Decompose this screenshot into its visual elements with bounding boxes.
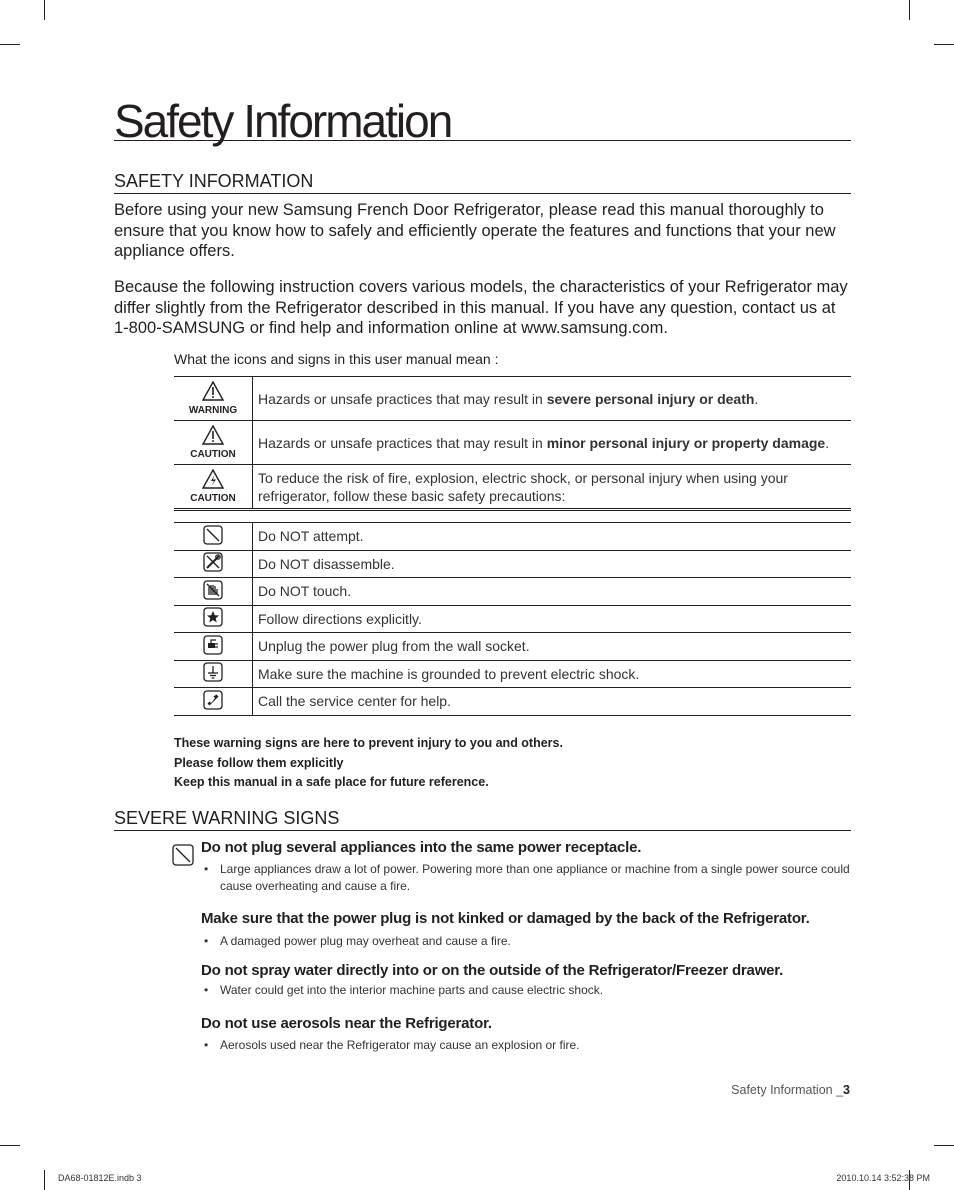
table-row [174, 688, 851, 716]
section-heading-safety-information: SAFETY INFORMATION [114, 170, 851, 194]
crop-mark [934, 44, 954, 45]
caution-label: CAUTION [190, 449, 236, 460]
sign-text: Call the service center for help. [253, 688, 852, 716]
warning-label: WARNING [188, 405, 238, 416]
section-heading-severe-warning-signs: SEVERE WARNING SIGNS [114, 807, 851, 831]
warning-item-bullet: • Large appliances draw a lot of power. Powering more than one appliance or machine from a single power source could cause overheating and cause a fire. [204, 862, 850, 893]
sign-text: Follow directions explicitly. [253, 605, 852, 633]
table-row [174, 421, 851, 465]
sign-text: Do NOT disassemble. [253, 550, 852, 578]
slug-timestamp: 2010.10.14 3:52:38 PM [836, 1173, 930, 1183]
warning-levels-table [174, 376, 851, 509]
do-not-attempt-icon [172, 844, 194, 866]
page-footer: Safety Information _3 [731, 1083, 850, 1097]
warning-item-title: Do not plug several appliances into the same power receptacle. [201, 839, 642, 856]
warning-item-title: Do not use aerosols near the Refrigerator. [201, 1015, 492, 1032]
warning-item-title: Do not spray water directly into or on the outside of the Refrigerator/Freezer drawer. [201, 962, 784, 979]
warning-cell [174, 377, 253, 421]
caution-shock-cell [174, 465, 253, 509]
intro-paragraph: Before using your new Samsung French Door Refrigerator, please read this manual thoroughly to ensure that you know how to safely and efficiently operate the features and functions that your new appliance offers. [114, 201, 836, 260]
call-service-icon [203, 690, 223, 710]
caution-shock-label: CAUTION [190, 493, 236, 504]
table-row [174, 550, 851, 578]
table-row [174, 465, 851, 509]
crop-mark [0, 44, 20, 45]
table-row [174, 578, 851, 606]
sign-text: Make sure the machine is grounded to prevent electric shock. [253, 660, 852, 688]
warning-item-bullet: • Aerosols used near the Refrigerator may cause an explosion or fire. [204, 1038, 580, 1052]
table-row [174, 523, 851, 551]
ground-icon [203, 662, 223, 682]
crop-mark [0, 1145, 20, 1146]
do-not-touch-icon [203, 580, 223, 600]
crop-mark [909, 0, 910, 20]
do-not-attempt-icon [203, 525, 223, 545]
do-not-disassemble-icon [203, 552, 223, 572]
note-line: These warning signs are here to prevent injury to you and others. [174, 736, 563, 750]
warning-triangle-icon [202, 381, 224, 401]
icons-intro: What the icons and signs in this user manual mean : [174, 351, 499, 367]
warning-item-bullet: • Water could get into the interior machine parts and cause electric shock. [204, 983, 604, 997]
crop-mark [44, 0, 45, 20]
caution-shock-triangle-icon [202, 469, 224, 489]
note-line: Please follow them explicitly [174, 755, 344, 770]
models-paragraph: Because the following instruction covers various models, the characteristics of your Refrigerator may differ slightly from the Refrigerator described in this manual. If you have any question, contact us at 1-800-SAMSUNG or find help and information online at www.samsung.com. [114, 278, 848, 337]
warning-item-bullet: • A damaged power plug may overheat and cause a fire. [204, 934, 511, 948]
crop-mark [934, 1145, 954, 1146]
warning-text: Hazards or unsafe practices that may result in severe personal injury or death. [253, 377, 852, 421]
warning-notes [174, 734, 563, 793]
table-row [174, 377, 851, 421]
caution-cell [174, 421, 253, 465]
note-line: Keep this manual in a safe place for future reference. [174, 775, 489, 789]
caution-shock-text: To reduce the risk of fire, explosion, electric shock, or personal injury when using your refrigerator, follow these basic safety precautions: [253, 465, 852, 509]
table-row [174, 605, 851, 633]
table-row-spacer [174, 511, 851, 523]
page-title: Safety Information [114, 96, 851, 141]
signs-table [174, 510, 851, 716]
table-row [174, 633, 851, 661]
sign-text: Do NOT touch. [253, 578, 852, 606]
unplug-icon [203, 635, 223, 655]
slug-filename: DA68-01812E.indb 3 [58, 1173, 142, 1183]
table-row [174, 660, 851, 688]
sign-text: Do NOT attempt. [253, 523, 852, 551]
caution-triangle-icon [202, 425, 224, 445]
follow-directions-icon [203, 607, 223, 627]
crop-mark [44, 1170, 45, 1190]
warning-item-title: Make sure that the power plug is not kinked or damaged by the back of the Refrigerator. [201, 910, 810, 927]
sign-text: Unplug the power plug from the wall socket. [253, 633, 852, 661]
caution-text: Hazards or unsafe practices that may result in minor personal injury or property damage. [253, 421, 852, 465]
